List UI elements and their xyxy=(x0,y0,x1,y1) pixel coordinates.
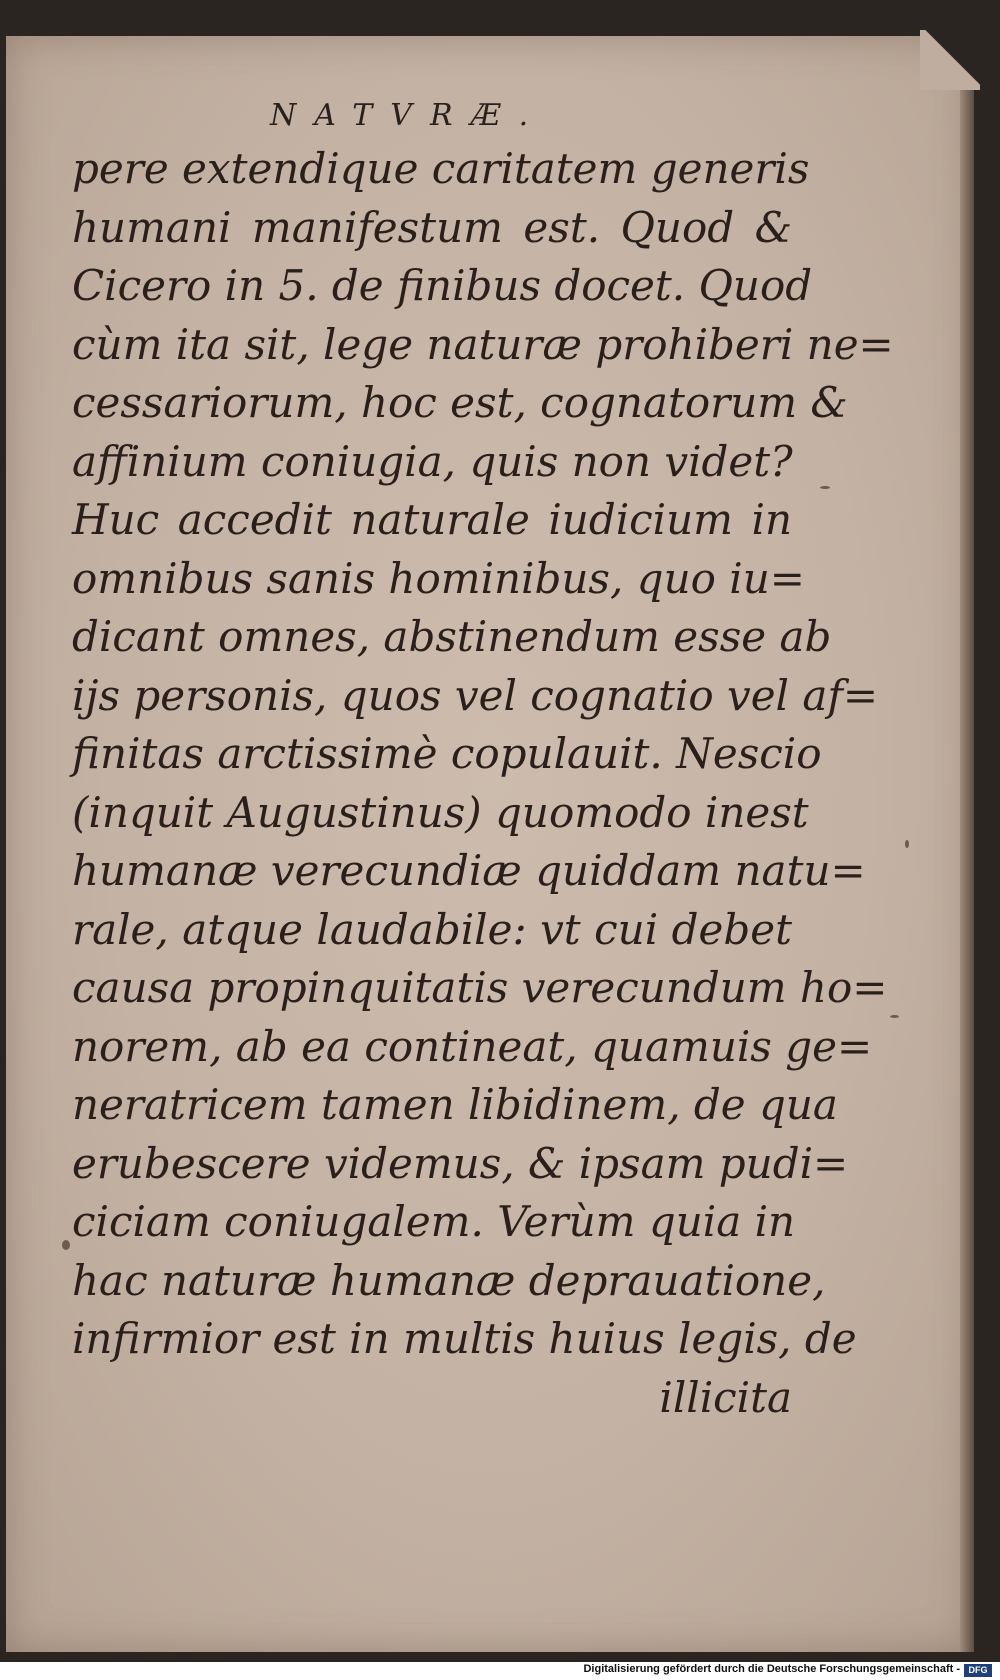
text-line: (inquit Augustinus) quomodo inest xyxy=(72,787,809,837)
paper-speck xyxy=(905,840,909,848)
text-line: cùm ita sit, lege naturæ prohiberi ne= xyxy=(72,319,894,369)
text-line: Cicero in 5. de finibus docet. Quod xyxy=(72,261,813,310)
paper-speck xyxy=(890,1015,899,1018)
text-line: ijs personis, quos vel cognatio vel af= xyxy=(72,670,879,720)
catchword: illicita xyxy=(659,1372,792,1422)
dfg-logo: DFG xyxy=(964,1664,992,1677)
text-line: pere extendique caritatem generis xyxy=(72,144,810,193)
text-line: dicant omnes, abstinendum esse ab xyxy=(72,612,832,661)
text-line: humani manifestum est. Quod & xyxy=(72,202,792,252)
text-line: humanæ verecundiæ quiddam natu= xyxy=(72,846,866,895)
running-head: NATVRÆ. xyxy=(270,98,547,133)
footer-credit: Digitalisierung gefördert durch die Deutsche Forschungsgemeinschaft - xyxy=(583,1663,960,1675)
text-line: infirmior est in multis huius legis, de xyxy=(72,1314,857,1363)
page-edge xyxy=(960,36,974,1652)
digitization-footer xyxy=(0,1662,1000,1680)
page-corner xyxy=(920,30,980,90)
paper-speck xyxy=(62,1240,70,1250)
text-line: ciciam coniugalem. Verùm quia in xyxy=(72,1197,796,1246)
text-line: norem, ab ea contineat, quamuis ge= xyxy=(72,1021,873,1071)
text-line: Huc accedit naturale iudicium in xyxy=(72,495,792,544)
text-line: finitas arctissimè copulauit. Nescio xyxy=(72,729,822,778)
text-line: hac naturæ humanæ deprauatione, xyxy=(72,1255,826,1305)
main-text xyxy=(72,140,894,1427)
text-line: rale, atque laudabile: vt cui debet xyxy=(72,904,792,954)
text-line: neratricem tamen libidinem, de qua xyxy=(72,1080,838,1129)
text-line: cessariorum, hoc est, cognatorum & xyxy=(72,378,848,427)
text-line: erubescere videmus, & ipsam pudi= xyxy=(72,1138,849,1188)
text-line: omnibus sanis hominibus, quo iu= xyxy=(72,553,805,603)
paper-speck xyxy=(820,486,830,489)
text-line: causa propinquitatis verecundum ho= xyxy=(72,963,888,1012)
text-line: affinium coniugia, quis non videt? xyxy=(72,436,793,486)
